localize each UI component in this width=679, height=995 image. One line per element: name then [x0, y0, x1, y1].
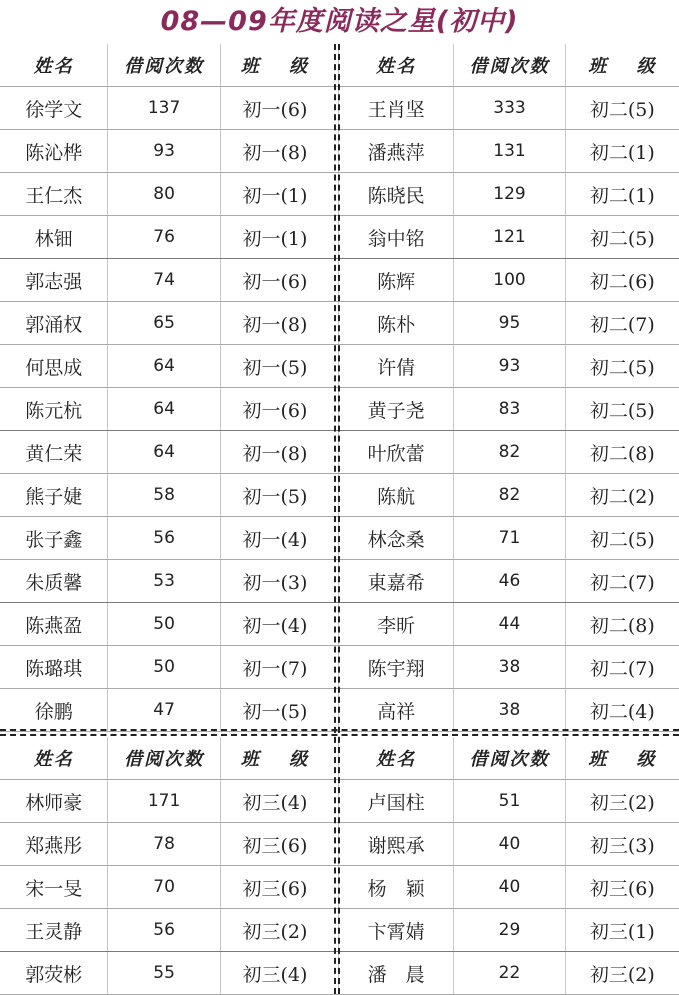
class-name: 初三(6): [242, 834, 308, 857]
class-name: 初一(5): [242, 700, 308, 723]
student-name: 潘燕萍: [339, 130, 454, 172]
student-name: 宋一旻: [0, 866, 108, 908]
class-name: 初三(6): [589, 877, 655, 900]
class-name: 初一(1): [242, 184, 308, 207]
class-name: 初二(7): [589, 657, 655, 680]
student-name: 陈燕盈: [0, 603, 108, 645]
borrow-count: 82: [454, 431, 565, 473]
header-class: 班 级: [588, 56, 657, 77]
borrow-count: 80: [108, 173, 220, 215]
class-name: 初一(5): [242, 356, 308, 379]
student-name: 陈辉: [339, 259, 454, 301]
class-name: 初二(8): [589, 442, 655, 465]
borrow-count: 333: [454, 87, 565, 129]
class-name: 初二(4): [589, 700, 655, 723]
class-name: 初三(4): [242, 963, 308, 986]
student-name: 许倩: [339, 345, 454, 387]
borrow-count: 22: [454, 952, 565, 994]
page-title: 08—09年度阅读之星(初中): [160, 6, 519, 37]
student-name: 陈宇翔: [339, 646, 454, 688]
student-name: 高祥: [339, 689, 454, 731]
student-name: 林钿: [0, 216, 108, 258]
class-name: 初二(1): [589, 141, 655, 164]
student-name: 王灵静: [0, 909, 108, 951]
student-name: 黄子尧: [339, 388, 454, 430]
horizontal-dashed-divider: [0, 729, 679, 736]
class-name: 初一(6): [242, 270, 308, 293]
borrow-count: 55: [108, 952, 220, 994]
borrow-count: 64: [108, 431, 220, 473]
student-name: 陈航: [339, 474, 454, 516]
class-name: 初一(4): [242, 528, 308, 551]
borrow-count: 56: [108, 517, 220, 559]
header-count: 借阅次数: [454, 44, 565, 86]
class-name: 初一(1): [242, 227, 308, 250]
header-name: 姓名: [0, 44, 108, 86]
class-name: 初一(4): [242, 614, 308, 637]
student-name: 卢国柱: [339, 780, 454, 822]
student-name: 何思成: [0, 345, 108, 387]
student-name: 叶欣蕾: [339, 431, 454, 473]
student-name: 陈沁桦: [0, 130, 108, 172]
class-name: 初二(5): [589, 227, 655, 250]
vertical-dashed-divider: [334, 44, 340, 994]
borrow-count: 46: [454, 560, 565, 602]
class-name: 初一(6): [242, 98, 308, 121]
student-name: 陈璐琪: [0, 646, 108, 688]
student-name: 卞霄婧: [339, 909, 454, 951]
borrow-count: 74: [108, 259, 220, 301]
borrow-count: 100: [454, 259, 565, 301]
borrow-count: 29: [454, 909, 565, 951]
borrow-count: 44: [454, 603, 565, 645]
borrow-count: 58: [108, 474, 220, 516]
borrow-count: 131: [454, 130, 565, 172]
header-name: 姓名: [339, 44, 454, 86]
borrow-count: 64: [108, 345, 220, 387]
student-name: 陈元杭: [0, 388, 108, 430]
header-count: 借阅次数: [454, 737, 565, 779]
student-name: 郭荧彬: [0, 952, 108, 994]
borrow-count: 171: [108, 780, 220, 822]
borrow-count: 53: [108, 560, 220, 602]
header-count: 借阅次数: [108, 44, 220, 86]
borrow-count: 64: [108, 388, 220, 430]
student-name: 黄仁荣: [0, 431, 108, 473]
borrow-count: 51: [454, 780, 565, 822]
class-name: 初三(2): [589, 963, 655, 986]
student-name: 東嘉希: [339, 560, 454, 602]
class-name: 初二(7): [589, 571, 655, 594]
class-name: 初二(5): [589, 528, 655, 551]
class-name: 初一(6): [242, 399, 308, 422]
borrow-count: 50: [108, 646, 220, 688]
student-name: 谢熙承: [339, 823, 454, 865]
class-name: 初二(6): [589, 270, 655, 293]
class-name: 初一(5): [242, 485, 308, 508]
class-name: 初三(1): [589, 920, 655, 943]
borrow-count: 95: [454, 302, 565, 344]
student-name: 翁中铭: [339, 216, 454, 258]
borrow-count: 129: [454, 173, 565, 215]
borrow-count: 121: [454, 216, 565, 258]
borrow-count: 93: [108, 130, 220, 172]
student-name: 林师豪: [0, 780, 108, 822]
borrow-count: 50: [108, 603, 220, 645]
student-name: 王仁杰: [0, 173, 108, 215]
borrow-count: 71: [454, 517, 565, 559]
class-name: 初三(2): [242, 920, 308, 943]
header-class: 班 级: [240, 749, 310, 770]
class-name: 初三(2): [589, 791, 655, 814]
borrow-count: 40: [454, 823, 565, 865]
student-name: 郭志强: [0, 259, 108, 301]
student-name: 陈朴: [339, 302, 454, 344]
borrow-count: 38: [454, 646, 565, 688]
student-name: 潘 晨: [339, 952, 454, 994]
student-name: 郑燕彤: [0, 823, 108, 865]
borrow-count: 70: [108, 866, 220, 908]
class-name: 初二(5): [589, 356, 655, 379]
class-name: 初一(3): [242, 571, 308, 594]
class-name: 初一(8): [242, 442, 308, 465]
header-name: 姓名: [339, 737, 454, 779]
class-name: 初二(2): [589, 485, 655, 508]
borrow-count: 82: [454, 474, 565, 516]
student-name: 王肖坚: [339, 87, 454, 129]
borrow-count: 93: [454, 345, 565, 387]
borrow-count: 40: [454, 866, 565, 908]
header-name: 姓名: [0, 737, 108, 779]
class-name: 初一(7): [242, 657, 308, 680]
student-name: 朱质馨: [0, 560, 108, 602]
header-class: 班 级: [588, 749, 657, 770]
borrow-count: 83: [454, 388, 565, 430]
class-name: 初二(7): [589, 313, 655, 336]
borrow-count: 38: [454, 689, 565, 731]
student-name: 徐鹏: [0, 689, 108, 731]
student-name: 熊子婕: [0, 474, 108, 516]
class-name: 初二(1): [589, 184, 655, 207]
class-name: 初一(8): [242, 141, 308, 164]
student-name: 郭涌权: [0, 302, 108, 344]
borrow-count: 78: [108, 823, 220, 865]
header-class: 班 级: [240, 56, 310, 77]
student-name: 杨 颖: [339, 866, 454, 908]
class-name: 初二(5): [589, 399, 655, 422]
student-name: 陈晓民: [339, 173, 454, 215]
borrow-count: 76: [108, 216, 220, 258]
header-count: 借阅次数: [108, 737, 220, 779]
class-name: 初二(5): [589, 98, 655, 121]
student-name: 徐学文: [0, 87, 108, 129]
class-name: 初三(4): [242, 791, 308, 814]
student-name: 张子鑫: [0, 517, 108, 559]
borrow-count: 47: [108, 689, 220, 731]
borrow-count: 137: [108, 87, 220, 129]
class-name: 初一(8): [242, 313, 308, 336]
class-name: 初三(6): [242, 877, 308, 900]
borrow-count: 56: [108, 909, 220, 951]
student-name: 林念桑: [339, 517, 454, 559]
class-name: 初二(8): [589, 614, 655, 637]
class-name: 初三(3): [589, 834, 655, 857]
borrow-count: 65: [108, 302, 220, 344]
student-name: 李昕: [339, 603, 454, 645]
